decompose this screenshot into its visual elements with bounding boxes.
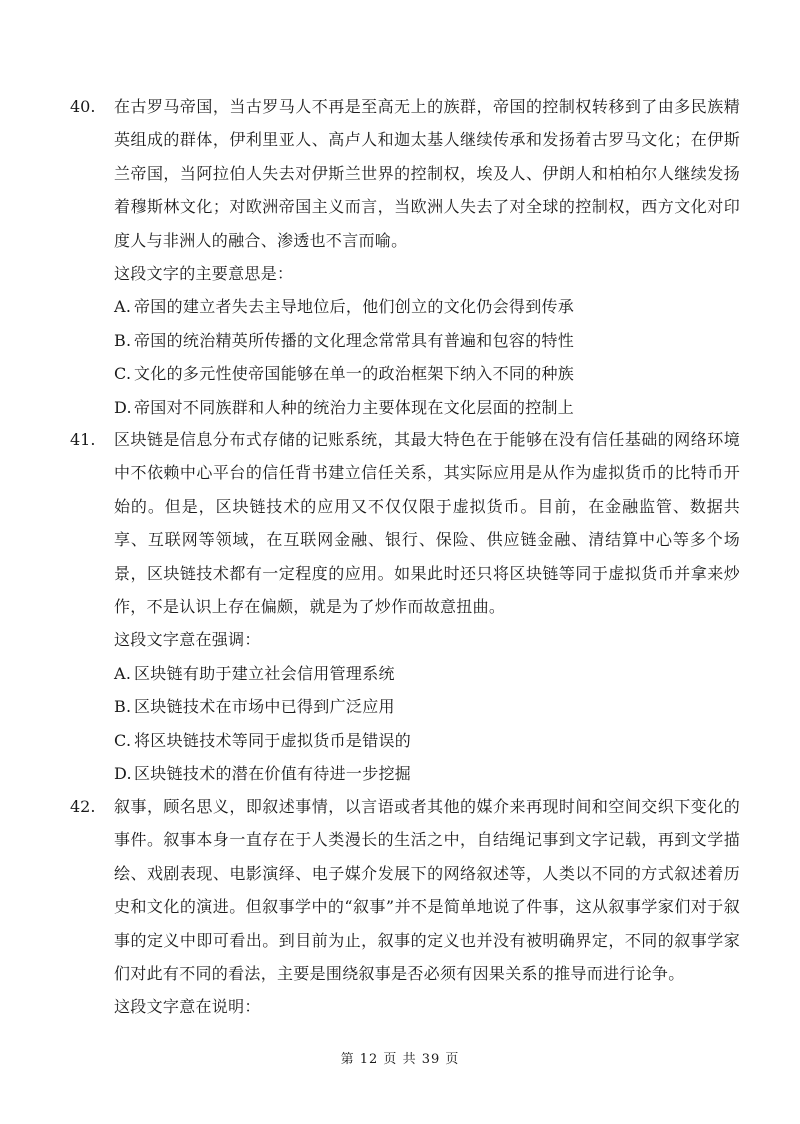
question-prompt: 这段文字意在说明： [114,997,261,1017]
option-label: A. [114,663,132,683]
option-a[interactable] [114,290,740,323]
question-number: 41. [70,430,96,449]
option-text: 区块链技术的潜在价值有待进一步挖掘 [134,764,412,784]
question-41 [70,423,740,790]
option-text: 文化的多元性使帝国能够在单一的政治框架下纳入不同的种族 [134,364,575,384]
option-text: 帝国的建立者失去主导地位后，他们创立的文化仍会得到传承 [134,297,575,317]
option-c[interactable] [114,724,740,757]
option-label: B. [114,697,132,717]
option-label: D. [114,764,132,784]
option-label: D. [114,397,132,417]
page-footer: 第 12 页 共 39 页 [340,1052,460,1067]
option-label: C. [114,730,132,750]
question-prompt: 这段文字意在强调： [114,630,261,650]
option-label: B. [114,330,132,350]
option-b[interactable] [114,690,740,723]
question-passage: 在古罗马帝国，当古罗马人不再是至高无上的族群，帝国的控制权转移到了由多民族精英组成的群体，伊利里亚人、高卢人和迦太基人继续传承和发扬着古罗马文化；在伊斯兰帝国，当阿拉伯人失去对伊斯兰世界的控制权，埃及人、伊朗人和柏柏尔人继续发扬着穆斯林文化；对欧洲帝国主义而言，当欧洲人失去了对全球的控制权，西方文化对印度人与非洲人的融合、渗透也不言而喻。 [114,97,740,250]
question-number: 42. [70,797,96,816]
option-text: 帝国的统治精英所传播的文化理念常常具有普遍和包容的特性 [134,330,575,350]
question-number: 40. [70,97,96,116]
option-label: C. [114,364,132,384]
question-prompt: 这段文字的主要意思是： [114,264,294,284]
option-text: 区块链技术在市场中已得到广泛应用 [134,697,395,717]
option-label: A. [114,297,132,317]
option-d[interactable] [114,757,740,790]
option-text: 帝国对不同族群和人种的统治力主要体现在文化层面的控制上 [134,397,575,417]
option-b[interactable] [114,324,740,357]
question-42 [70,790,740,1024]
option-a[interactable] [114,657,740,690]
option-d[interactable] [114,391,740,424]
question-40 [70,90,740,424]
option-c[interactable] [114,357,740,390]
question-passage: 叙事，顾名思义，即叙述事情，以言语或者其他的媒介来再现时间和空间交织下变化的事件。叙事本身一直存在于人类漫长的生活之中，自结绳记事到文字记载，再到文学描绘、戏剧表现、电影演绎、电子媒介发展下的网络叙述等，人类以不同的方式叙述着历史和文化的演进。但叙事学中的“叙事”并不是简单地说了件事，这从叙事学家们对于叙事的定义中即可看出。到目前为止，叙事的定义也并没有被明确界定，不同的叙事学家们对此有不同的看法，主要是围绕叙事是否必须有因果关系的推导而进行论争。 [114,797,740,984]
question-passage: 区块链是信息分布式存储的记账系统，其最大特色在于能够在没有信任基础的网络环境中不依赖中心平台的信任背书建立信任关系，其实际应用是从作为虚拟货币的比特币开始的。但是，区块链技术的应用又不仅仅限于虚拟货币。目前，在金融监管、数据共享、互联网等领域，在互联网金融、银行、保险、供应链金融、清结算中心等多个场景，区块链技术都有一定程度的应用。如果此时还只将区块链等同于虚拟货币并拿来炒作，不是认识上存在偏颇，就是为了炒作而故意扭曲。 [114,430,740,617]
option-text: 将区块链技术等同于虚拟货币是错误的 [134,730,412,750]
option-text: 区块链有助于建立社会信用管理系统 [134,663,395,683]
